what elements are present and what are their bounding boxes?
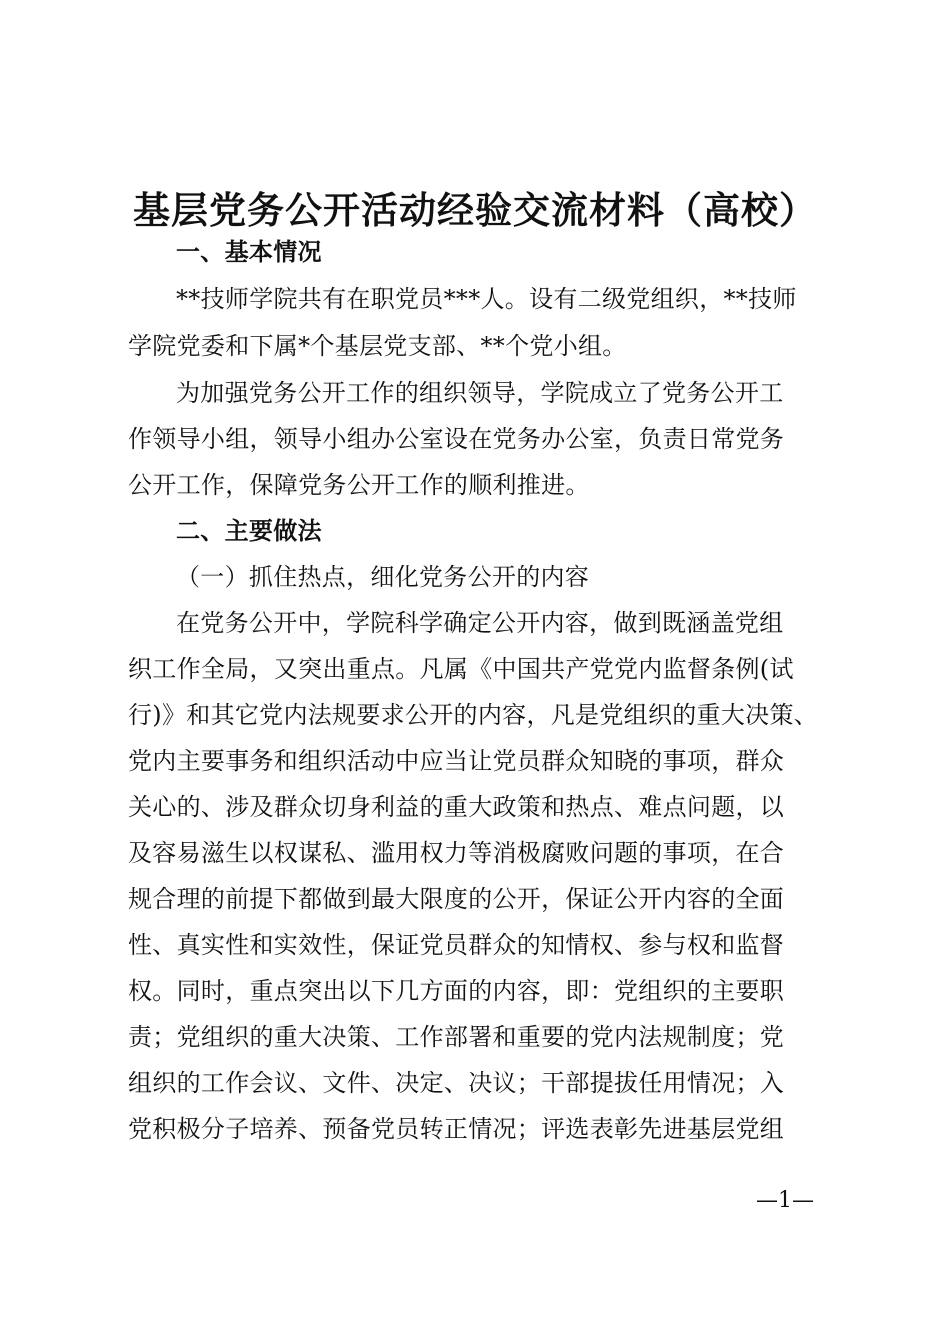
paragraph-line: 织工作全局，又突出重点。凡属《中国共产党党内监督条例(试 [128, 655, 794, 683]
paragraph-line: 规合理的前提下都做到最大限度的公开，保证公开内容的全面 [128, 885, 785, 913]
paragraph-line: 党积极分子培养、预备党员转正情况；评选表彰先进基层党组 [128, 1115, 785, 1143]
paragraph-line: 行)》和其它党内法规要求公开的内容，凡是党组织的重大决策、 [128, 701, 819, 729]
paragraph-line: 为加强党务公开工作的组织领导，学院成立了党务公开工 [176, 379, 784, 407]
paragraph-line: 关心的、涉及群众切身利益的重大政策和热点、难点问题，以 [128, 793, 785, 821]
paragraph-line: 组织的工作会议、文件、决定、决议；干部提拔任用情况；入 [128, 1069, 785, 1097]
paragraph-line: 学院党委和下属*个基层党支部、**个党小组。 [128, 332, 627, 360]
subsection-heading: （一）抓住热点，细化党务公开的内容 [176, 563, 590, 591]
paragraph-line: 权。同时，重点突出以下几方面的内容，即：党组织的主要职 [128, 977, 785, 1005]
paragraph-line: 及容易滋生以权谋私、滥用权力等消极腐败问题的事项，在合 [128, 839, 785, 867]
section-heading-main-practices: 二、主要做法 [176, 516, 322, 545]
paragraph-line: 公开工作，保障党务公开工作的顺利推进。 [128, 471, 590, 499]
section-heading-basic-situation: 一、基本情况 [176, 237, 322, 266]
page-number: —1— [756, 1188, 814, 1213]
document-title: 基层党务公开活动经验交流材料（高校） [133, 188, 817, 232]
paragraph-line: 在党务公开中，学院科学确定公开内容，做到既涵盖党组 [176, 609, 784, 637]
paragraph-line: 责；党组织的重大决策、工作部署和重要的党内法规制度；党 [128, 1023, 785, 1051]
paragraph-line: 作领导小组，领导小组办公室设在党务办公室，负责日常党务 [128, 425, 785, 453]
paragraph-line: 性、真实性和实效性，保证党员群众的知情权、参与权和监督 [128, 931, 785, 959]
paragraph-line: **技师学院共有在职党员***人。设有二级党组织，**技师 [176, 285, 797, 313]
paragraph-line: 党内主要事务和组织活动中应当让党员群众知晓的事项，群众 [128, 747, 785, 775]
